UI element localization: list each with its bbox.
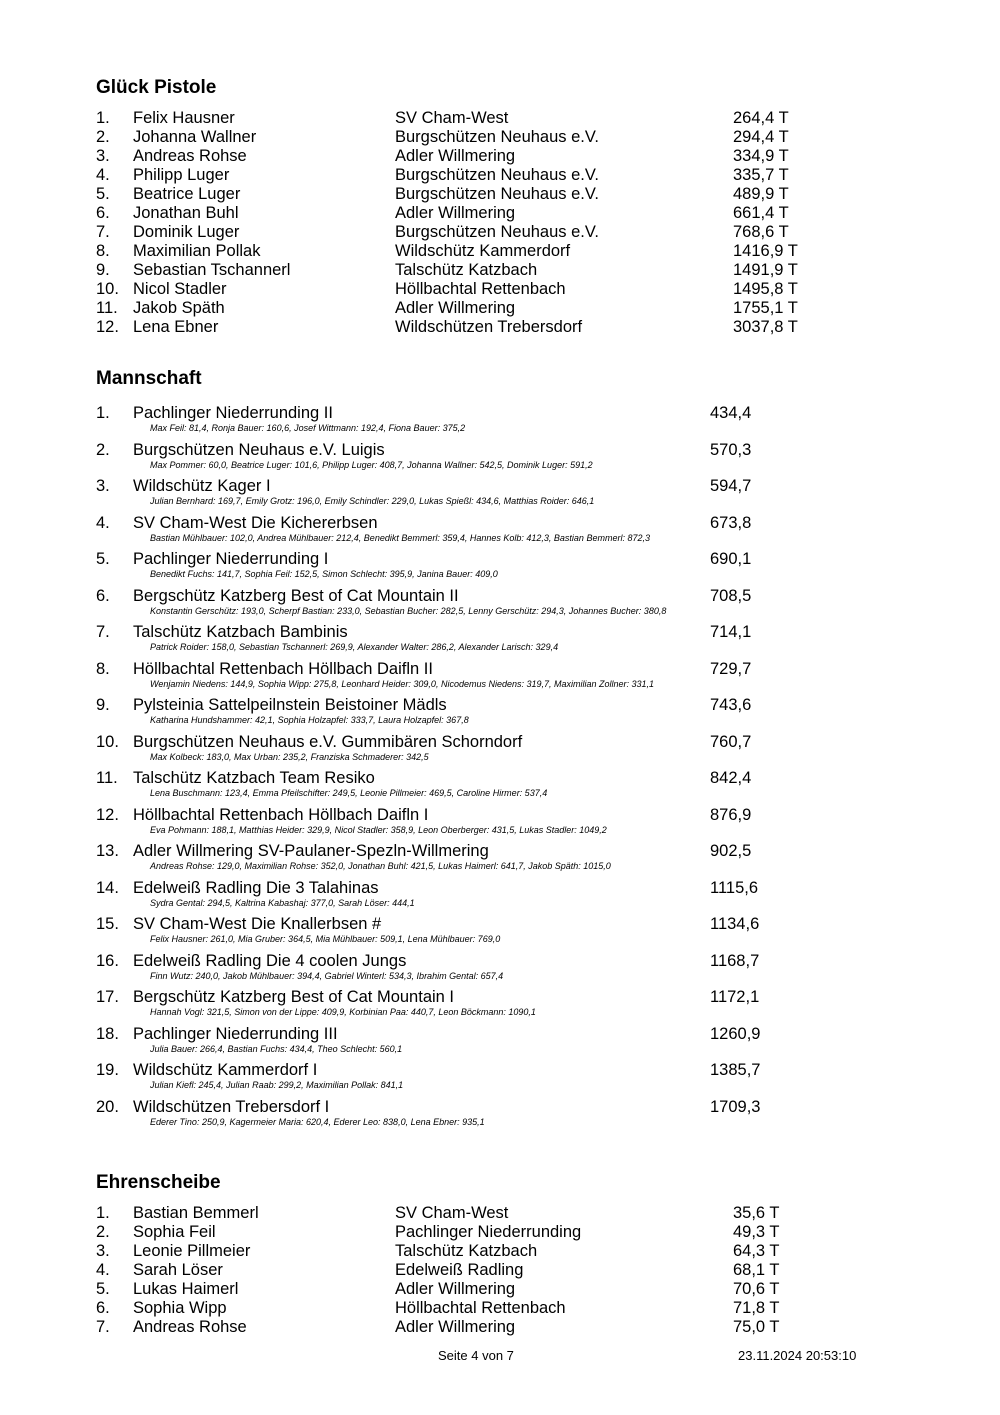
table-row (96, 1261, 896, 1280)
table-row (96, 109, 896, 128)
shooter-name: Maximilian Pollak (133, 242, 261, 260)
team-name: Pachlinger Niederrunding II (133, 404, 333, 422)
shooter-name: Dominik Luger (133, 223, 240, 241)
rank-cell: 1. (96, 109, 110, 127)
team-score: 743,6 (710, 696, 752, 714)
rank-cell: 1. (96, 1204, 110, 1222)
ranking-table (96, 109, 896, 337)
rank-cell: 15. (96, 915, 119, 933)
club-name: SV Cham-West (395, 1204, 509, 1222)
team-score: 729,7 (710, 659, 752, 678)
rank-cell: 11. (96, 769, 118, 787)
table-row (96, 242, 896, 261)
rank-cell: 12. (96, 805, 119, 824)
shooter-name: Andreas Rohse (133, 147, 247, 165)
team-entry (96, 587, 896, 617)
ranking-table (96, 1204, 896, 1337)
print-timestamp: 23.11.2024 20:53:10 (738, 1348, 857, 1363)
team-row (96, 1098, 896, 1117)
team-entry (96, 1061, 896, 1091)
team-row (96, 769, 896, 788)
rank-cell: 5. (96, 550, 110, 568)
score-value: 1491,9 T (733, 261, 798, 279)
team-row (96, 477, 896, 496)
team-entry (96, 952, 896, 982)
shooter-name: Jonathan Buhl (133, 204, 239, 222)
team-members: Ederer Tino: 250,9, Kagermeier Maria: 620,4, Ederer Leo: 838,0, Lena Ebner: 935,1 (150, 1116, 485, 1127)
team-name: Adler Willmering SV-Paulaner-Spezln-Willmering (133, 842, 489, 860)
team-row (96, 696, 896, 715)
team-score: 1260,9 (710, 1024, 761, 1043)
score-value: 3037,8 T (733, 318, 798, 336)
team-score: 1385,7 (710, 1061, 761, 1079)
rank-cell: 10. (96, 280, 119, 298)
team-name: Bergschütz Katzberg Best of Cat Mountain I (133, 988, 455, 1006)
rank-cell: 4. (96, 166, 110, 184)
score-value: 1755,1 T (733, 299, 798, 317)
team-row (96, 733, 896, 752)
team-members: Andreas Rohse: 129,0, Maximilian Rohse: 352,0, Jonathan Buhl: 421,5, Lukas Haimerl: 641,7, Jakob Späth: 1015,0 (150, 861, 611, 871)
rank-cell: 10. (96, 732, 119, 751)
team-entry (96, 769, 896, 799)
table-row (96, 1318, 896, 1337)
rank-cell: 2. (96, 1223, 110, 1241)
table-row (96, 299, 896, 318)
rank-cell: 6. (96, 204, 110, 222)
team-score: 1168,7 (710, 951, 760, 970)
team-name: Wildschützen Trebersdorf I (133, 1097, 330, 1116)
team-score: 842,4 (710, 769, 752, 787)
team-members: Wenjamin Niedens: 144,9, Sophia Wipp: 275,8, Leonhard Heider: 309,0, Nicodemus Niedens: 319,7, Maximilian Zollner: 331,1 (150, 678, 655, 689)
team-members: Katharina Hundshammer: 42,1, Sophia Holzapfel: 333,7, Laura Holzapfel: 367,8 (150, 715, 469, 725)
team-score: 1709,3 (710, 1097, 761, 1116)
team-members: Hannah Vogl: 321,5, Simon von der Lippe: 409,9, Korbinian Paa: 440,7, Leon Böckmann: 1090,1 (150, 1007, 536, 1017)
team-members: Eva Pohmann: 188,1, Matthias Heider: 329,9, Nicol Stadler: 358,9, Leon Oberberger: 431,5, Lukas Stadler: 1049,2 (150, 824, 607, 835)
rank-cell: 5. (96, 1280, 110, 1298)
team-name: Edelweiß Radling Die 4 coolen Jungs (133, 951, 407, 970)
section-title: Ehrenscheibe (96, 1172, 221, 1193)
team-name: Wildschütz Kager I (133, 477, 271, 495)
team-entry (96, 550, 896, 580)
rank-cell: 6. (96, 1299, 110, 1317)
score-value: 661,4 T (733, 204, 789, 222)
team-entry (96, 988, 896, 1018)
team-entry (96, 404, 896, 434)
team-entry (96, 623, 896, 653)
rank-cell: 13. (96, 842, 119, 860)
team-name: Burgschützen Neuhaus e.V. Gummibären Schorndorf (133, 732, 523, 751)
team-members: Max Feil: 81,4, Ronja Bauer: 160,6, Josef Wittmann: 192,4, Fiona Bauer: 375,2 (150, 423, 466, 433)
team-entry (96, 806, 896, 836)
team-row (96, 915, 896, 934)
rank-cell: 8. (96, 659, 110, 678)
rank-cell: 2. (96, 440, 110, 459)
team-score: 714,1 (710, 623, 752, 641)
club-name: Edelweiß Radling (395, 1261, 524, 1279)
club-name: Adler Willmering (395, 204, 516, 222)
club-name: Adler Willmering (395, 1280, 516, 1298)
team-entry (96, 477, 896, 507)
team-score: 1115,6 (710, 878, 759, 897)
team-score: 690,1 (710, 550, 752, 568)
score-value: 489,9 T (733, 185, 789, 203)
shooter-name: Lukas Haimerl (133, 1280, 239, 1298)
rank-cell: 12. (96, 318, 119, 336)
team-score: 708,5 (710, 586, 752, 605)
team-entry (96, 915, 896, 945)
shooter-name: Sarah Löser (133, 1261, 223, 1279)
table-row (96, 204, 896, 223)
table-row (96, 223, 896, 242)
club-name: Adler Willmering (395, 147, 516, 165)
club-name: Höllbachtal Rettenbach (395, 1299, 566, 1317)
rank-cell: 3. (96, 1242, 110, 1260)
club-name: Wildschützen Trebersdorf (395, 318, 583, 336)
club-name: Burgschützen Neuhaus e.V. (395, 128, 599, 146)
score-value: 335,7 T (733, 166, 789, 184)
team-entry (96, 514, 896, 544)
club-name: Talschütz Katzbach (395, 261, 538, 279)
team-row (96, 952, 896, 971)
team-row (96, 514, 896, 533)
rank-cell: 14. (96, 878, 119, 897)
team-entry (96, 660, 896, 690)
club-name: Talschütz Katzbach (395, 1242, 538, 1260)
table-row (96, 1204, 896, 1223)
team-name: Burgschützen Neuhaus e.V. Luigis (133, 440, 385, 459)
team-name: Talschütz Katzbach Bambinis (133, 623, 348, 641)
page-number: Seite 4 von 7 (438, 1348, 514, 1363)
team-score: 760,7 (710, 732, 752, 751)
shooter-name: Jakob Späth (133, 299, 225, 317)
club-name: Burgschützen Neuhaus e.V. (395, 185, 599, 203)
section-title: Mannschaft (96, 368, 202, 389)
club-name: Burgschützen Neuhaus e.V. (395, 223, 599, 241)
score-value: 768,6 T (733, 223, 789, 241)
team-members: Sydra Gental: 294,5, Kaltrina Kabashaj: 377,0, Sarah Löser: 444,1 (150, 897, 415, 908)
rank-cell: 5. (96, 185, 110, 203)
shooter-name: Sebastian Tschannerl (133, 261, 291, 279)
table-row (96, 185, 896, 204)
team-score: 673,8 (710, 513, 752, 532)
team-members: Patrick Roider: 158,0, Sebastian Tschannerl: 269,9, Alexander Walter: 286,2, Alexander Larisch: 329,4 (150, 642, 559, 652)
shooter-name: Leonie Pillmeier (133, 1242, 251, 1260)
team-score: 1134,6 (710, 915, 760, 933)
section-title: Glück Pistole (96, 77, 217, 98)
rank-cell: 8. (96, 242, 110, 260)
score-value: 64,3 T (733, 1242, 780, 1260)
team-entry (96, 879, 896, 909)
table-row (96, 280, 896, 299)
rank-cell: 4. (96, 513, 110, 532)
team-name: Talschütz Katzbach Team Resiko (133, 769, 375, 787)
team-name: Edelweiß Radling Die 3 Talahinas (133, 878, 379, 897)
rank-cell: 3. (96, 147, 110, 165)
team-score: 434,4 (710, 404, 752, 422)
team-score: 902,5 (710, 842, 752, 860)
team-score: 594,7 (710, 477, 752, 495)
team-row (96, 879, 896, 898)
rank-cell: 7. (96, 223, 110, 241)
score-value: 1416,9 T (733, 242, 798, 260)
rank-cell: 6. (96, 586, 110, 605)
shooter-name: Philipp Luger (133, 166, 230, 184)
rank-cell: 3. (96, 477, 110, 495)
score-value: 35,6 T (733, 1204, 780, 1222)
shooter-name: Nicol Stadler (133, 280, 227, 298)
team-row (96, 806, 896, 825)
team-row (96, 441, 896, 460)
score-value: 294,4 T (733, 128, 789, 146)
table-row (96, 1242, 896, 1261)
team-name: Höllbachtal Rettenbach Höllbach Daifln I (133, 805, 429, 824)
team-score: 1172,1 (710, 988, 760, 1006)
club-name: SV Cham-West (395, 109, 509, 127)
team-members: Max Pommer: 60,0, Beatrice Luger: 101,6, Philipp Luger: 408,7, Johanna Wallner: 542,5, Dominik Luger: 591,2 (150, 459, 593, 470)
section-mannschaft (96, 368, 896, 1134)
rank-cell: 16. (96, 951, 119, 970)
club-name: Höllbachtal Rettenbach (395, 280, 566, 298)
table-row (96, 1280, 896, 1299)
team-name: Wildschütz Kammerdorf I (133, 1061, 318, 1079)
table-row (96, 1223, 896, 1242)
team-entry (96, 696, 896, 726)
shooter-name: Andreas Rohse (133, 1318, 247, 1336)
team-members: Benedikt Fuchs: 141,7, Sophia Feil: 152,5, Simon Schlecht: 395,9, Janina Bauer: 409,0 (150, 569, 498, 579)
team-members: Julia Bauer: 266,4, Bastian Fuchs: 434,4, Theo Schlecht: 560,1 (150, 1043, 403, 1054)
team-members: Lena Buschmann: 123,4, Emma Pfeilschifter: 249,5, Leonie Pillmeier: 469,5, Caroline Hirmer: 537,4 (150, 788, 548, 798)
team-members: Konstantin Gerschütz: 193,0, Scherpf Bastian: 233,0, Sebastian Bucher: 282,5, Lenny Gerschütz: 294,3, Johannes Bucher: 380,8 (150, 605, 667, 616)
team-members: Julian Bernhard: 169,7, Emily Grotz: 196,0, Emily Schindler: 229,0, Lukas Spießl: 434,6, Matthias Roider: 646,1 (150, 496, 595, 506)
score-value: 49,3 T (733, 1223, 780, 1241)
team-entry (96, 1098, 896, 1128)
team-name: Pachlinger Niederrunding III (133, 1024, 338, 1043)
rank-cell: 18. (96, 1024, 119, 1043)
rank-cell: 9. (96, 261, 110, 279)
rank-cell: 7. (96, 623, 110, 641)
score-value: 264,4 T (733, 109, 789, 127)
shooter-name: Johanna Wallner (133, 128, 257, 146)
shooter-name: Beatrice Luger (133, 185, 241, 203)
club-name: Wildschütz Kammerdorf (395, 242, 571, 260)
score-value: 71,8 T (733, 1299, 780, 1317)
score-value: 68,1 T (733, 1261, 780, 1279)
club-name: Pachlinger Niederrunding (395, 1223, 582, 1241)
score-value: 1495,8 T (733, 280, 798, 298)
team-entry (96, 441, 896, 471)
table-row (96, 1299, 896, 1318)
team-members: Finn Wutz: 240,0, Jakob Mühlbauer: 394,4, Gabriel Winterl: 534,3, Ibrahim Gental: 657,4 (150, 970, 504, 981)
score-value: 75,0 T (733, 1318, 780, 1336)
table-row (96, 166, 896, 185)
team-members: Bastian Mühlbauer: 102,0, Andrea Mühlbauer: 212,4, Benedikt Bemmerl: 359,4, Hannes Kolb: 412,3, Bastian Bemmerl: 872,3 (150, 532, 650, 543)
team-members: Julian Kiefl: 245,4, Julian Raab: 299,2, Maximilian Pollak: 841,1 (150, 1080, 404, 1090)
team-row (96, 1025, 896, 1044)
team-row (96, 1061, 896, 1080)
section-glueck-pistole (96, 77, 896, 337)
score-value: 70,6 T (733, 1280, 780, 1298)
rank-cell: 2. (96, 128, 110, 146)
team-name: Bergschütz Katzberg Best of Cat Mountain II (133, 586, 459, 605)
shooter-name: Bastian Bemmerl (133, 1204, 259, 1222)
team-members: Max Kolbeck: 183,0, Max Urban: 235,2, Franziska Schmaderer: 342,5 (150, 751, 429, 762)
team-row (96, 404, 896, 423)
rank-cell: 9. (96, 696, 110, 714)
rank-cell: 7. (96, 1318, 110, 1336)
shooter-name: Lena Ebner (133, 318, 219, 336)
rank-cell: 4. (96, 1261, 110, 1279)
team-row (96, 660, 896, 679)
team-row (96, 623, 896, 642)
team-score: 876,9 (710, 805, 752, 824)
team-entry (96, 733, 896, 763)
shooter-name: Sophia Feil (133, 1223, 216, 1241)
team-members: Felix Hausner: 261,0, Mia Gruber: 364,5, Mia Mühlbauer: 509,1, Lena Mühlbauer: 769,0 (150, 934, 501, 944)
table-row (96, 128, 896, 147)
team-name: Pachlinger Niederrunding I (133, 550, 329, 568)
club-name: Adler Willmering (395, 1318, 516, 1336)
team-ranking-list (96, 404, 896, 1127)
team-name: SV Cham-West Die Knallerbsen # (133, 915, 382, 933)
team-score: 570,3 (710, 440, 752, 459)
team-entry (96, 1025, 896, 1055)
club-name: Burgschützen Neuhaus e.V. (395, 166, 599, 184)
table-row (96, 318, 896, 337)
team-name: SV Cham-West Die Kichererbsen (133, 513, 378, 532)
rank-cell: 17. (96, 988, 119, 1006)
team-row (96, 842, 896, 861)
table-row (96, 261, 896, 280)
team-name: Pylsteinia Sattelpeilnstein Beistoiner Mädls (133, 696, 447, 714)
rank-cell: 19. (96, 1061, 119, 1079)
shooter-name: Felix Hausner (133, 109, 235, 127)
team-name: Höllbachtal Rettenbach Höllbach Daifln II (133, 659, 433, 678)
rank-cell: 1. (96, 404, 110, 422)
team-entry (96, 842, 896, 872)
table-row (96, 147, 896, 166)
rank-cell: 20. (96, 1097, 119, 1116)
club-name: Adler Willmering (395, 299, 516, 317)
rank-cell: 11. (96, 299, 118, 317)
score-value: 334,9 T (733, 147, 789, 165)
shooter-name: Sophia Wipp (133, 1299, 227, 1317)
section-ehrenscheibe (96, 1172, 896, 1337)
team-row (96, 988, 896, 1007)
team-row (96, 587, 896, 606)
team-row (96, 550, 896, 569)
